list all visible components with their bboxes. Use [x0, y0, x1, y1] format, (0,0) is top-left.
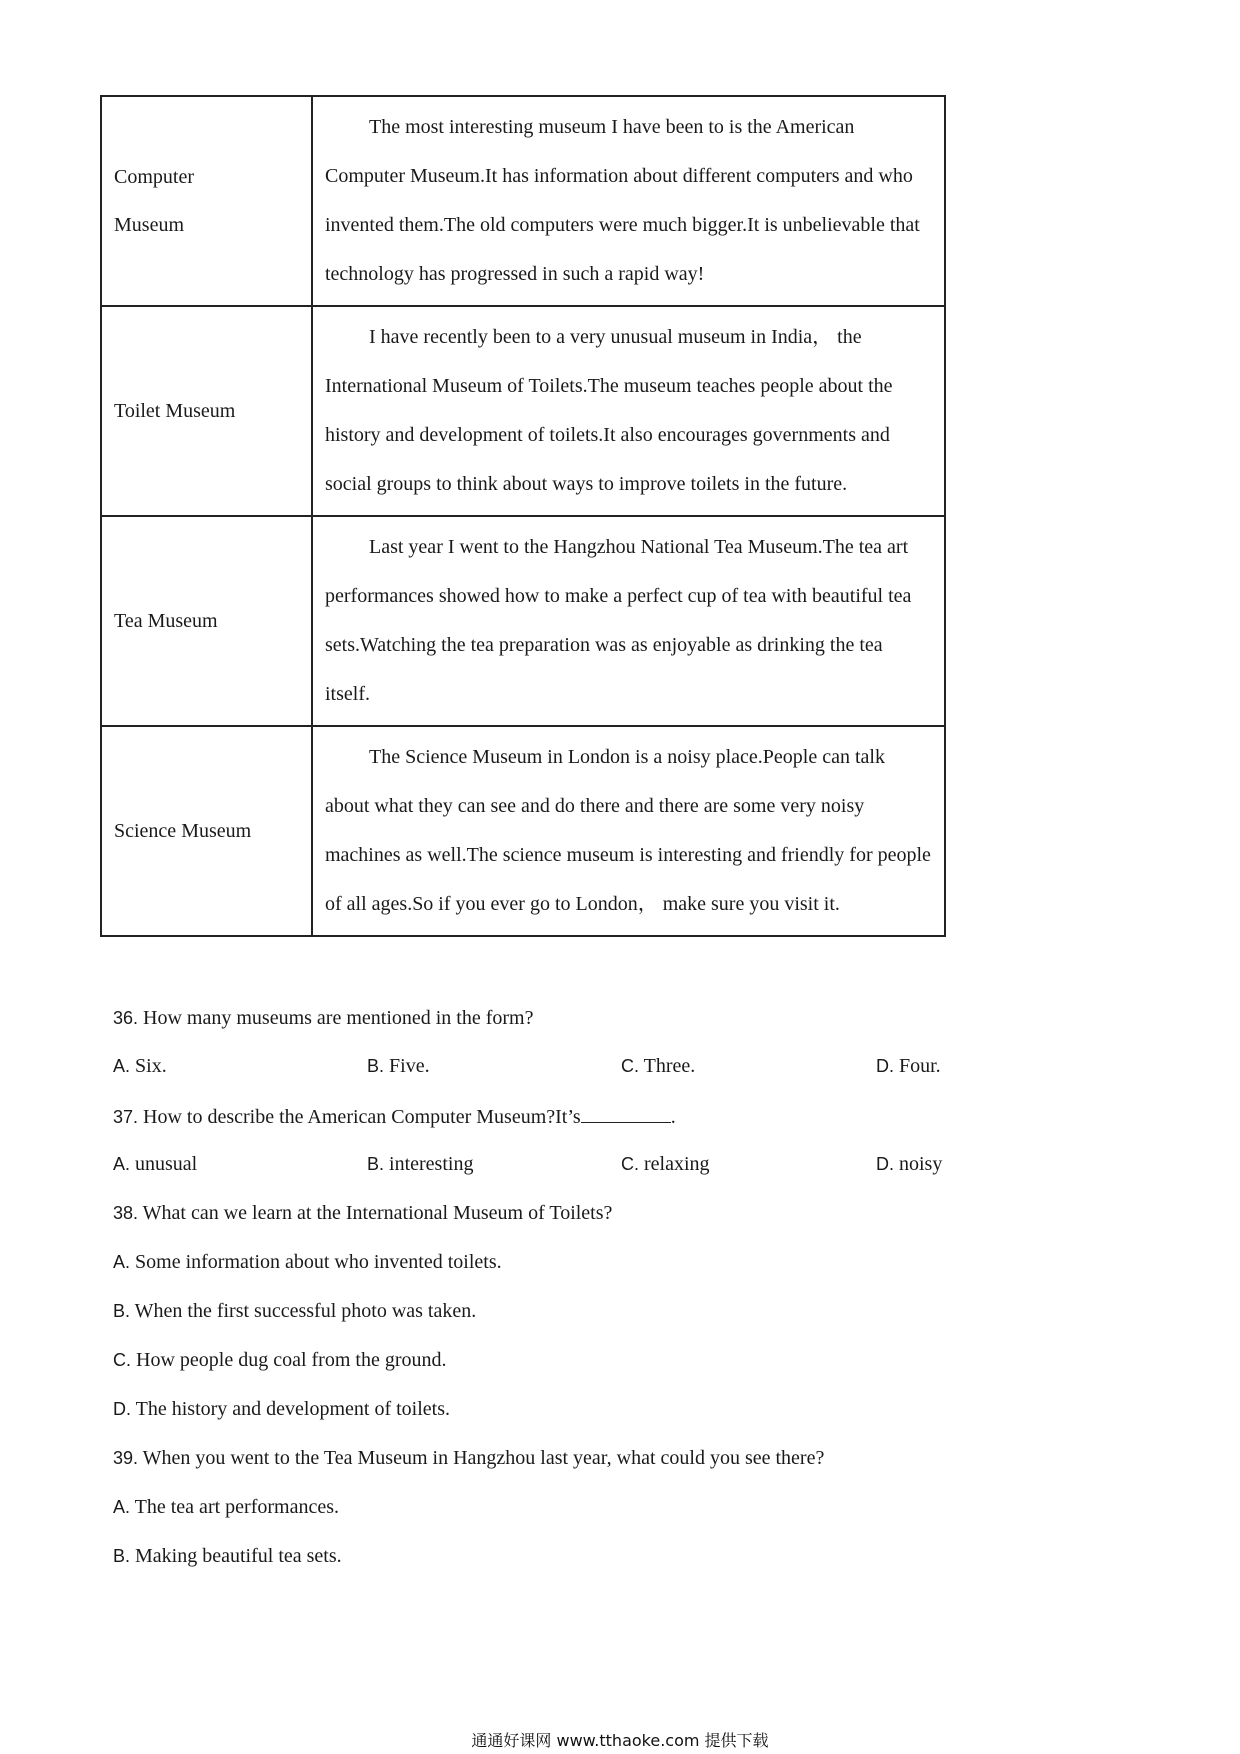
option-c[interactable] — [621, 1153, 710, 1176]
question-37 — [113, 1104, 676, 1129]
option-b[interactable] — [367, 1153, 473, 1176]
option-letter: A. — [113, 1056, 131, 1076]
table-row — [101, 516, 945, 726]
option-a[interactable] — [113, 1055, 167, 1078]
option-text: Four. — [899, 1055, 941, 1077]
museum-name-line: Science Museum — [114, 820, 252, 842]
question-number: 37. — [113, 1107, 139, 1127]
question-number: 38. — [113, 1203, 139, 1223]
option-c[interactable] — [621, 1055, 695, 1078]
option-text: Some information about who invented toilets. — [135, 1251, 502, 1273]
table-row — [101, 306, 945, 516]
question-text: When you went to the Tea Museum in Hangzhou last year, what could you see there? — [142, 1447, 825, 1469]
option-text: unusual — [135, 1153, 198, 1175]
option-text: Six. — [135, 1055, 167, 1077]
option-a[interactable] — [113, 1153, 197, 1176]
option-b[interactable] — [113, 1545, 342, 1568]
option-d[interactable] — [113, 1398, 450, 1421]
museum-name-line: Toilet Museum — [114, 400, 236, 422]
question-text: What can we learn at the International Museum of Toilets? — [142, 1202, 613, 1224]
option-letter: D. — [113, 1399, 131, 1419]
question-37-options — [113, 1153, 973, 1181]
museum-name-line: Museum — [114, 214, 184, 236]
option-text: Three. — [643, 1055, 696, 1077]
option-d[interactable] — [876, 1153, 942, 1176]
option-letter: B. — [367, 1056, 385, 1076]
museum-name-line: Tea Museum — [114, 610, 218, 632]
option-text: interesting — [389, 1153, 474, 1175]
question-text: How to describe the American Computer Museum?It’s — [143, 1106, 581, 1128]
option-letter: C. — [621, 1056, 639, 1076]
option-letter: A. — [113, 1252, 131, 1272]
museum-name-cell — [101, 306, 312, 516]
museum-description: Last year I went to the Hangzhou National Tea Museum.The tea art performances showed how to make a perfect cup of tea with beautiful tea sets.Watching the tea preparation was as enjoyable as drinking the tea itself. — [312, 516, 945, 726]
museum-description: I have recently been to a very unusual museum in India， the International Museum of Toilets.The museum teaches people about the history and development of toilets.It also encourages governments and social groups to think about ways to improve toilets in the future. — [312, 306, 945, 516]
option-text: When the first successful photo was taken. — [134, 1300, 477, 1322]
option-b[interactable] — [113, 1300, 476, 1323]
answer-blank[interactable] — [581, 1104, 671, 1123]
question-36-options — [113, 1055, 973, 1083]
table-row — [101, 96, 945, 306]
option-text: Making beautiful tea sets. — [135, 1545, 342, 1567]
question-number: 36. — [113, 1008, 139, 1028]
museum-description: The most interesting museum I have been to is the American Computer Museum.It has information about different computers and who invented them.The old computers were much bigger.It is unbelievable that technology has progressed in such a rapid way! — [312, 96, 945, 306]
question-38 — [113, 1202, 612, 1225]
option-c[interactable] — [113, 1349, 446, 1372]
option-a[interactable] — [113, 1251, 502, 1274]
option-a[interactable] — [113, 1496, 339, 1519]
question-text: How many museums are mentioned in the form? — [143, 1007, 534, 1029]
question-number: 39. — [113, 1448, 139, 1468]
museum-name-cell — [101, 96, 312, 306]
option-text: The tea art performances. — [134, 1496, 339, 1518]
option-letter: B. — [367, 1154, 385, 1174]
page-footer: 通通好课网 www.tthaoke.com 提供下载 — [471, 1731, 769, 1750]
museum-table — [100, 95, 946, 937]
option-text: noisy — [899, 1153, 943, 1175]
table-row — [101, 726, 945, 936]
option-d[interactable] — [876, 1055, 941, 1078]
option-letter: D. — [876, 1056, 894, 1076]
option-letter: C. — [621, 1154, 639, 1174]
option-text: Five. — [389, 1055, 430, 1077]
museum-name-line: Computer — [114, 166, 194, 188]
question-39 — [113, 1447, 824, 1470]
question-36 — [113, 1007, 534, 1030]
museum-description: The Science Museum in London is a noisy place.People can talk about what they can see and do there and there are some very noisy machines as well.The science museum is interesting and friendly for people of all ages.So if you ever go to London， make sure you visit it. — [312, 726, 945, 936]
option-letter: A. — [113, 1497, 131, 1517]
question-text-end: . — [670, 1106, 676, 1128]
option-letter: B. — [113, 1301, 131, 1321]
option-letter: D. — [876, 1154, 894, 1174]
museum-name-cell — [101, 726, 312, 936]
option-letter: A. — [113, 1154, 131, 1174]
option-letter: B. — [113, 1546, 131, 1566]
option-text: How people dug coal from the ground. — [136, 1349, 447, 1371]
option-letter: C. — [113, 1350, 131, 1370]
option-b[interactable] — [367, 1055, 430, 1078]
museum-name-cell — [101, 516, 312, 726]
option-text: The history and development of toilets. — [135, 1398, 451, 1420]
option-text: relaxing — [644, 1153, 710, 1175]
